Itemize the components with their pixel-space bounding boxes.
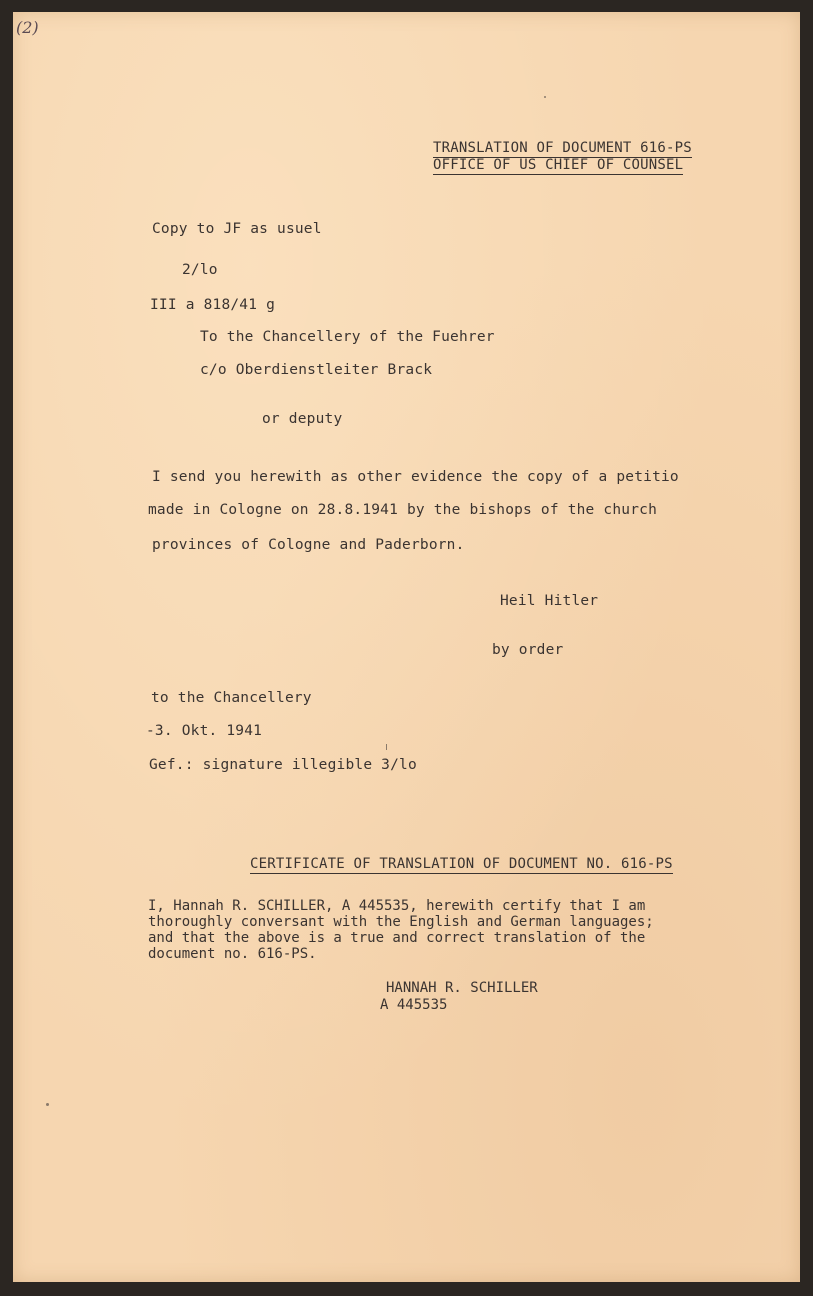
body-line-3: provinces of Cologne and Paderborn. <box>152 537 465 553</box>
document-page <box>13 12 800 1282</box>
copy-note: Copy to JF as usuel <box>152 221 322 237</box>
header-title: TRANSLATION OF DOCUMENT 616-PS <box>433 140 692 156</box>
footer-line-3: Gef.: signature illegible 3/lo <box>149 757 417 773</box>
certificate-line-4: document no. 616-PS. <box>148 946 317 962</box>
footer-line-2: -3. Okt. 1941 <box>146 723 263 739</box>
file-reference: III a 818/41 g <box>150 297 276 313</box>
closing-salutation: Heil Hitler <box>500 593 599 609</box>
footer-line-1: to the Chancellery <box>151 690 312 706</box>
date-reference: 2/lo <box>182 262 218 278</box>
paper-speck <box>386 744 387 750</box>
certificate-title: CERTIFICATE OF TRANSLATION OF DOCUMENT NO. 616-PS <box>250 856 673 872</box>
signer-id: A 445535 <box>380 997 448 1013</box>
body-line-1: I send you herewith as other evidence the copy of a petitio <box>152 469 679 485</box>
addressee-line-1: To the Chancellery of the Fuehrer <box>200 329 495 345</box>
certificate-line-2: thoroughly conversant with the English and German languages; <box>148 914 654 930</box>
addressee-line-2: c/o Oberdienstleiter Brack <box>200 362 433 378</box>
signer-name: HANNAH R. SCHILLER <box>386 980 538 996</box>
by-order: by order <box>492 642 564 658</box>
body-line-2: made in Cologne on 28.8.1941 by the bishops of the church <box>148 502 657 518</box>
paper-speck <box>544 96 546 98</box>
header-office: OFFICE OF US CHIEF OF COUNSEL <box>433 157 684 173</box>
addressee-line-3: or deputy <box>262 411 343 427</box>
folio-number: (2) <box>16 18 39 37</box>
paper-speck <box>46 1103 49 1106</box>
certificate-line-3: and that the above is a true and correct translation of the <box>148 930 646 946</box>
certificate-line-1: I, Hannah R. SCHILLER, A 445535, herewith certify that I am <box>148 898 646 914</box>
